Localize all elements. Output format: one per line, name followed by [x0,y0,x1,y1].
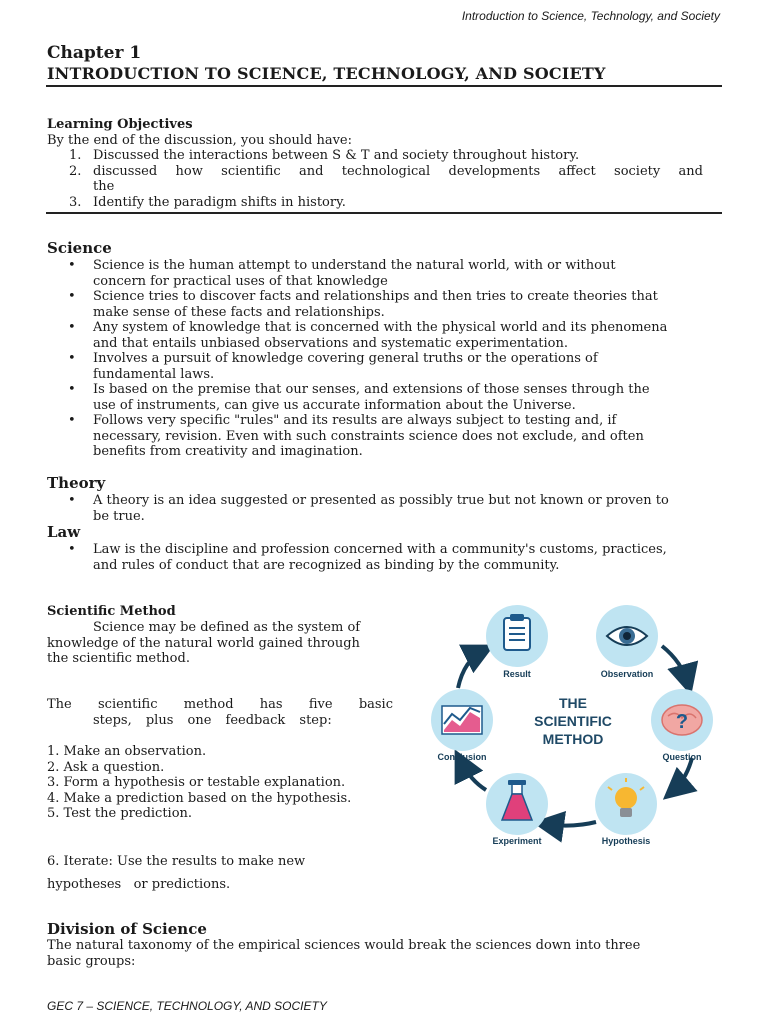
list-item [46,413,722,460]
cycle-arrow [662,646,688,684]
list-item-text: A theory is an idea suggested or presented as possibly true but not known or proven to [93,493,669,508]
list-item [46,289,722,320]
clipboard-icon [504,614,530,650]
bullet: • [68,413,76,428]
chapter-number: Chapter 1 [47,43,142,63]
diagram-title-line: SCIENTIFIC [534,713,612,729]
law-heading: Law [47,523,81,541]
list-item-text: Science tries to discover facts and relationships and then tries to create theories that [93,289,658,304]
list-item-text: use of instruments, can give us accurate information about the Universe. [93,397,576,413]
list-item-text: be true. [93,508,145,524]
conclusion-node [431,689,493,762]
division-paragraph [47,938,722,969]
list-item [46,320,722,351]
objective-item [46,164,722,195]
paragraph-line: 6. Iterate: Use the results to make new [47,854,306,869]
title-rule [46,85,722,87]
scientific-method-diagram [420,600,740,860]
observation-node [596,605,658,679]
division-heading: Division of Science [47,920,207,938]
objective-text: Identify the paradigm shifts in history. [93,194,346,210]
paragraph-line: steps, plus one feedback step: [93,712,332,728]
list-item-text: Any system of knowledge that is concerned with the physical world and its phenomena [93,320,668,335]
objective-number: 1. [69,148,82,163]
list-item-text: Science is the human attempt to understand the natural world, with or without [93,258,616,273]
list-item-text: make sense of these facts and relationships. [93,304,385,320]
objectives-heading: Learning Objectives [47,117,193,132]
list-item: 3. Form a hypothesis or testable explanation. [47,775,346,790]
scientific-method-intro [47,620,392,667]
objective-number: 3. [69,194,82,210]
result-label: Result [503,669,531,679]
list-item: 5. Test the prediction. [47,806,193,821]
question-label: Question [662,752,702,762]
objectives-intro: By the end of the discussion, you should have: [47,133,353,148]
scientific-method-heading: Scientific Method [47,604,176,619]
list-item-text: benefits from creativity and imagination. [93,444,363,459]
paragraph-line: The natural taxonomy of the empirical sciences would break the sciences down into three [47,938,641,953]
question-node [651,689,713,762]
diagram-title-line: THE [559,695,587,711]
bullet: • [68,351,76,366]
bullet: • [68,542,76,557]
cycle-arrow [672,758,692,792]
objective-item [46,195,722,211]
bullet: • [68,320,76,335]
brain-question-icon [662,705,702,735]
paragraph-line: knowledge of the natural world gained through [47,635,360,651]
cycle-arrow [458,650,484,688]
objective-text-cont: the [93,179,115,194]
objectives-list [46,148,722,210]
theory-list [46,493,722,524]
paragraph-line: basic groups: [47,953,136,969]
paragraph-line: The scientific method has five basic [47,697,393,712]
chapter-title: INTRODUCTION TO SCIENCE, TECHNOLOGY, AND SOCIETY [47,64,606,83]
list-item: 2. Ask a question. [47,759,165,775]
objectives-rule [46,212,722,214]
list-item [46,493,722,524]
cycle-arrow [544,822,596,826]
bullet: • [68,258,76,273]
list-item-text: Is based on the premise that our senses, and extensions of those senses through the [93,382,650,397]
paragraph-line: hypotheses or predictions. [47,877,231,892]
list-item: 4. Make a prediction based on the hypothesis. [47,790,352,806]
list-item-text: fundamental laws. [93,366,215,382]
steps-list [47,744,397,822]
running-header: Introduction to Science, Technology, and Society [461,9,720,23]
steps-intro [47,697,393,728]
list-item-text: Law is the discipline and profession concerned with a community's customs, practices, [93,542,667,557]
list-item [46,382,722,413]
experiment-node [486,773,548,846]
list-item [46,258,722,289]
list-item: 1. Make an observation. [47,744,207,759]
paragraph-line: Science may be defined as the system of [93,620,361,635]
iterate-step [47,850,377,896]
diagram-title-line: METHOD [542,731,604,747]
conclusion-label: Conclusion [437,752,487,762]
list-item [46,351,722,382]
experiment-label: Experiment [492,836,542,846]
list-item-text: necessary, revision. Even with such constraints science does not exclude, and often [93,428,644,444]
objective-text: Discussed the interactions between S & T and society throughout history. [93,148,580,163]
bullet: • [68,493,76,508]
list-item-text: and that entails unbiased observations and systematic experimentation. [93,335,568,351]
objective-number: 2. [69,163,82,179]
bullet: • [68,382,76,397]
list-item [46,542,722,573]
list-item-text: Involves a pursuit of knowledge covering general truths or the operations of [93,351,598,366]
law-list [46,542,722,573]
science-list [46,258,722,460]
line-chart-icon [442,706,482,734]
hypothesis-node [595,773,657,846]
observation-label: Observation [600,669,654,679]
bullet: • [68,289,76,304]
list-item-text: and rules of conduct that are recognized as binding by the community. [93,557,560,573]
svg-text:?: ? [675,711,689,733]
page-footer: GEC 7 – SCIENCE, TECHNOLOGY, AND SOCIETY [47,999,327,1013]
result-node [486,605,548,679]
objective-text: discussed how scientific and technological developments affect society and [93,163,703,179]
paragraph-line: the scientific method. [47,651,190,666]
list-item-text: concern for practical uses of that knowledge [93,273,388,289]
hypothesis-label: Hypothesis [601,836,651,846]
list-item-text: Follows very specific "rules" and its results are always subject to testing and, if [93,413,617,428]
science-heading: Science [47,239,112,257]
objective-item [46,148,722,164]
theory-heading: Theory [47,474,106,492]
cycle-arrow [460,760,486,790]
